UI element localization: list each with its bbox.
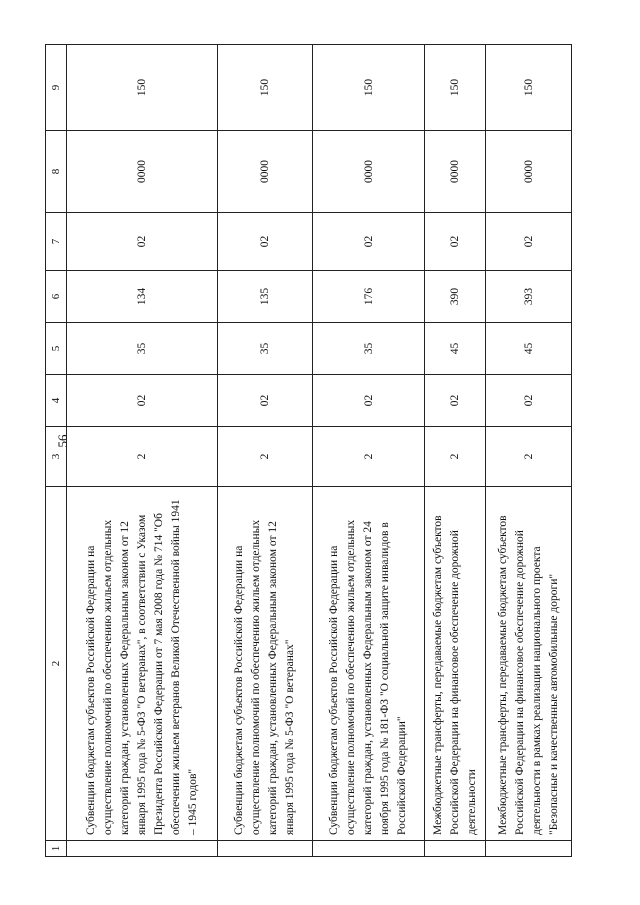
row-5-col-6: 393 (486, 271, 572, 323)
row-3-name: Субвенции бюджетам субъектов Российской Федерации на осуществление полномочий по обеспечению жильем отдельных категорий граждан, установленных Федеральным законом от 24 ноября 1995 года № 181-ФЗ "О социальной защите инвалидов в Российской Федерации" (313, 487, 425, 841)
row-3-col-7: 02 (313, 213, 425, 271)
row-1-col-8: 0000 (67, 131, 218, 213)
row-4-col-9: 150 (425, 45, 486, 131)
row-4-col-3: 2 (425, 427, 486, 487)
header-col-6: 6 (46, 271, 67, 323)
table-row (67, 45, 218, 857)
row-5-col-3: 2 (486, 427, 572, 487)
row-1-col-5: 35 (67, 323, 218, 375)
row-3-col-6: 176 (313, 271, 425, 323)
row-3-col-5: 35 (313, 323, 425, 375)
header-col-1: 1 (46, 841, 67, 857)
row-2-col-5: 35 (218, 323, 313, 375)
row-2-col-8: 0000 (218, 131, 313, 213)
row-1-col-7: 02 (67, 213, 218, 271)
row-2-col-1 (218, 841, 313, 857)
row-1-col-1 (67, 841, 218, 857)
row-1-col-9: 150 (67, 45, 218, 131)
row-3-col-1 (313, 841, 425, 857)
header-col-9: 9 (46, 45, 67, 131)
row-2-col-9: 150 (218, 45, 313, 131)
budget-table (45, 44, 572, 857)
row-1-col-3: 2 (67, 427, 218, 487)
row-1-col-4: 02 (67, 375, 218, 427)
table-row (218, 45, 313, 857)
table-row (425, 45, 486, 857)
row-4-col-6: 390 (425, 271, 486, 323)
row-2-col-6: 135 (218, 271, 313, 323)
header-col-5: 5 (46, 323, 67, 375)
table-row (486, 45, 572, 857)
budget-table-rotated (45, 45, 575, 857)
header-col-4: 4 (46, 375, 67, 427)
row-5-col-4: 02 (486, 375, 572, 427)
row-2-col-3: 2 (218, 427, 313, 487)
row-3-col-8: 0000 (313, 131, 425, 213)
page-number: 56 (55, 434, 70, 448)
row-3-col-3: 2 (313, 427, 425, 487)
row-4-col-4: 02 (425, 375, 486, 427)
header-row (46, 45, 67, 857)
row-3-col-9: 150 (313, 45, 425, 131)
row-1-name: Субвенции бюджетам субъектов Российской Федерации на осуществление полномочий по обеспечению жильем отдельных категорий граждан, установленных Федеральным законом от 12 января 1995 года № 5-ФЗ "О ветеранах", в соответствии с Указом Президента Российской Федерации от 7 мая 2008 года № 714 "Об обеспечении жильем ветеранов Великой Отечественной войны 1941 – 1945 годов" (67, 487, 218, 841)
row-5-col-9: 150 (486, 45, 572, 131)
table-row (313, 45, 425, 857)
row-2-name: Субвенции бюджетам субъектов Российской Федерации на осуществление полномочий по обеспечению жильем отдельных категорий граждан, установленных Федеральным законом от 12 января 1995 года № 5-ФЗ "О ветеранах" (218, 487, 313, 841)
row-2-col-7: 02 (218, 213, 313, 271)
header-col-8: 8 (46, 131, 67, 213)
header-col-3: 3 (46, 427, 67, 487)
row-5-col-7: 02 (486, 213, 572, 271)
header-col-7: 7 (46, 213, 67, 271)
row-4-col-5: 45 (425, 323, 486, 375)
row-4-col-1 (425, 841, 486, 857)
row-4-col-7: 02 (425, 213, 486, 271)
row-1-col-6: 134 (67, 271, 218, 323)
row-5-name: Межбюджетные трансферты, передаваемые бюджетам субъектов Российской Федерации на финансовое обеспечение дорожной деятельности в рамках реализации национального проекта "Безопасные и качественные автомобильные дороги" (486, 487, 572, 841)
row-5-col-1 (486, 841, 572, 857)
row-4-col-8: 0000 (425, 131, 486, 213)
row-4-name: Межбюджетные трансферты, передаваемые бюджетам субъектов Российской Федерации на финансовое обеспечение дорожной деятельности (425, 487, 486, 841)
row-3-col-4: 02 (313, 375, 425, 427)
header-col-2: 2 (46, 487, 67, 841)
row-2-col-4: 02 (218, 375, 313, 427)
row-5-col-5: 45 (486, 323, 572, 375)
row-5-col-8: 0000 (486, 131, 572, 213)
